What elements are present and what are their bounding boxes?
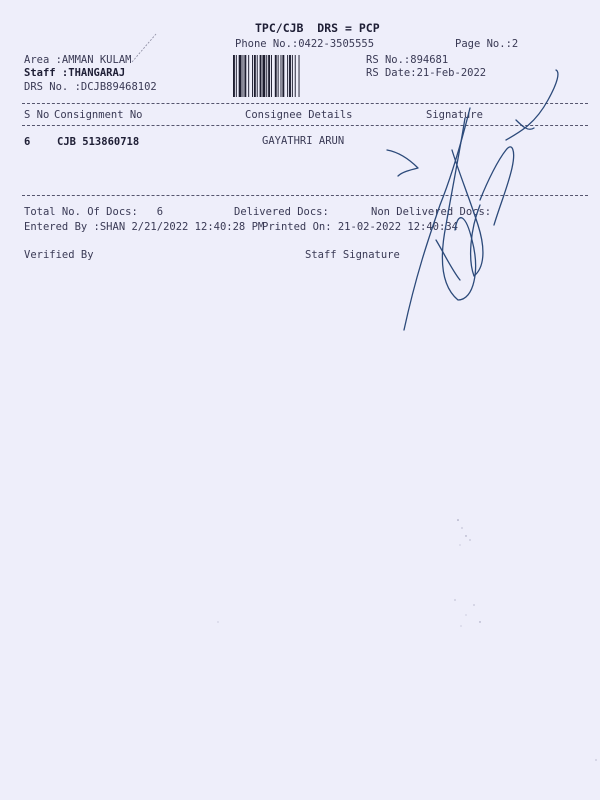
barcode-bar (271, 55, 272, 97)
column-header-consignment: Consignment No (54, 109, 143, 121)
column-header-signature: Signature (426, 109, 483, 121)
barcode-bar (248, 55, 249, 97)
row-consignee: GAYATHRI ARUN (262, 135, 345, 147)
barcode-bar (257, 55, 258, 97)
rs-date-field: RS Date:21-Feb-2022 (366, 67, 487, 79)
divider-table-bottom (22, 195, 588, 196)
delivered-docs: Delivered Docs: (234, 206, 329, 218)
row-consignment-no: CJB 513860718 (57, 136, 140, 148)
barcode-bar (295, 55, 296, 97)
rs-number-field: RS No.:894681 (366, 54, 449, 66)
printed-on: Printed On: 21-02-2022 12:40:34 (262, 221, 458, 233)
divider-header-bottom (22, 125, 588, 126)
barcode-bar (260, 55, 262, 97)
barcode-bar (289, 55, 291, 97)
phone-number: Phone No.:0422-3505555 (235, 38, 375, 50)
barcode-bar (244, 55, 246, 97)
page-number: Page No.:2 (455, 38, 519, 50)
barcode-bar (282, 55, 284, 97)
row-sno: 6 (24, 136, 31, 148)
document-title: TPC/CJB DRS = PCP (255, 21, 380, 35)
divider-top (22, 103, 588, 104)
barcode-bar (278, 55, 279, 97)
total-docs: Total No. Of Docs: 6 (24, 206, 164, 218)
barcode-bar (299, 55, 300, 97)
barcode-bar (239, 55, 242, 97)
barcode-bar (266, 55, 267, 97)
column-header-sno: S No (24, 109, 50, 121)
barcode-bar (287, 55, 288, 97)
staff-field: Staff :THANGARAJ (24, 67, 126, 79)
barcode-bar (262, 55, 265, 97)
barcode-bar (233, 55, 235, 97)
area-field: Area :AMMAN KULAM (24, 54, 132, 66)
barcode-graphic (233, 55, 340, 97)
column-header-consignee: Consignee Details (245, 109, 353, 121)
barcode-icon (233, 55, 340, 97)
barcode-bar (252, 55, 253, 97)
barcode-bar (243, 55, 244, 97)
barcode-bar (254, 55, 256, 97)
barcode-bar (292, 55, 293, 97)
entered-by: Entered By :SHAN 2/21/2022 12:40:28 PM (24, 221, 265, 233)
barcode-bar (268, 55, 270, 97)
staff-signature-label: Staff Signature (305, 249, 400, 261)
non-delivered-docs: Non Delivered Docs: (371, 206, 492, 218)
barcode-bar (236, 55, 237, 97)
verified-by: Verified By (24, 249, 94, 261)
drs-number-field: DRS No. :DCJB89468102 (24, 81, 157, 93)
barcode-bar (281, 55, 282, 97)
barcode-bar (275, 55, 277, 97)
